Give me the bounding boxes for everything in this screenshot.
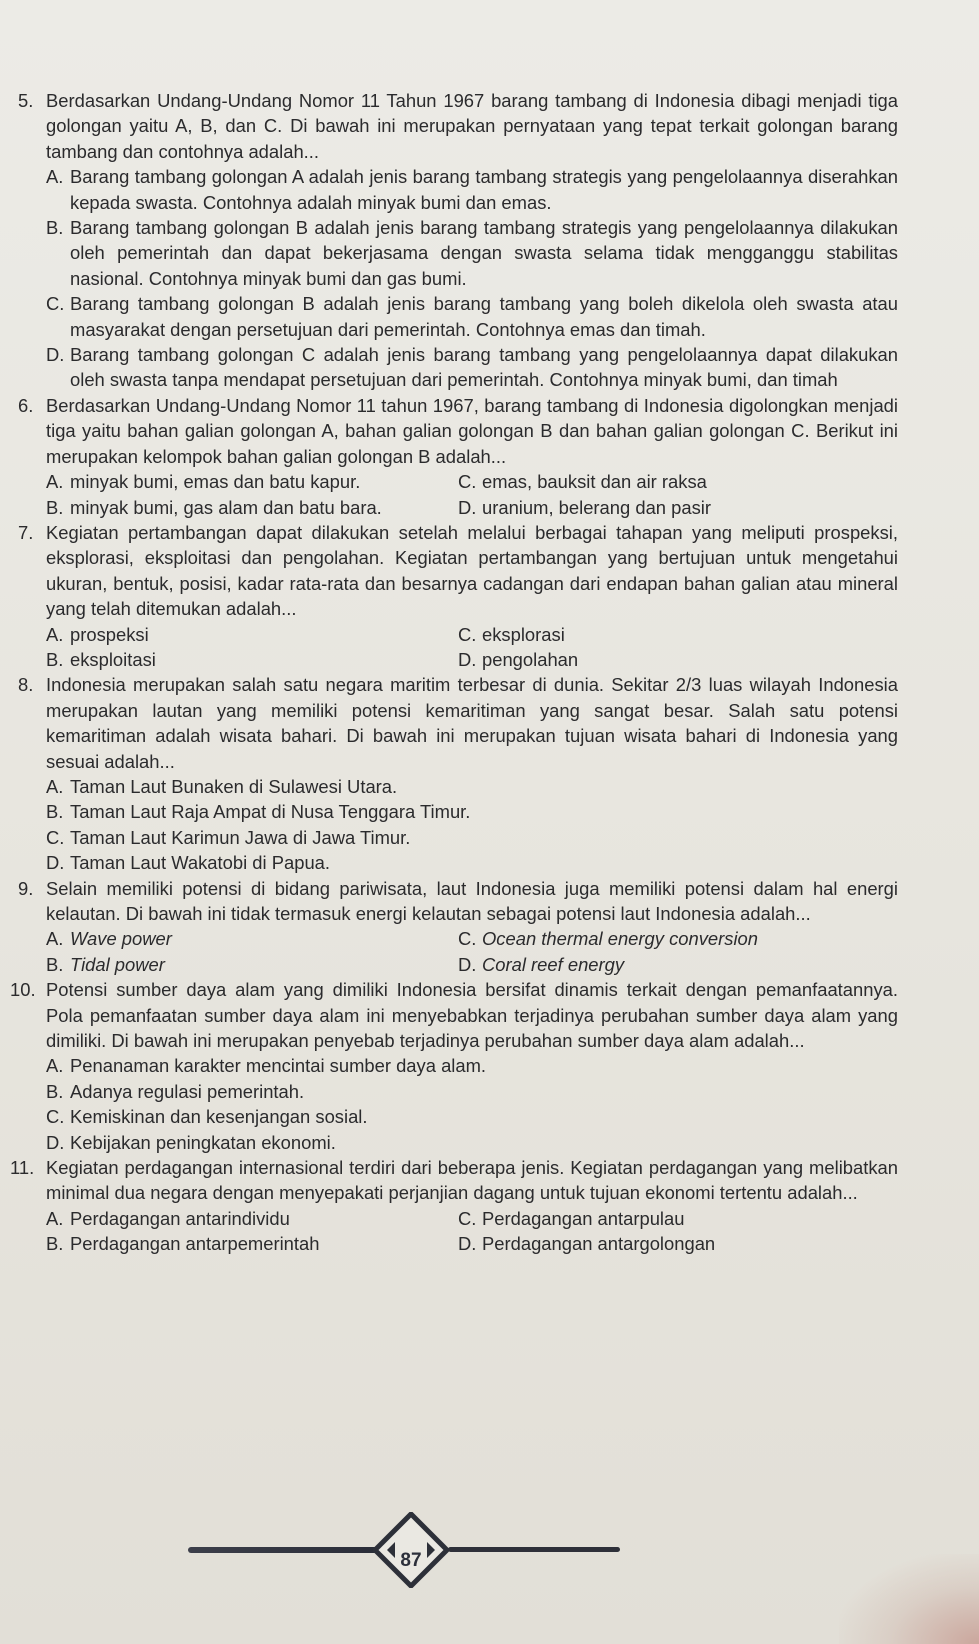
- option-b: [46, 952, 458, 977]
- question-number: 7.: [18, 521, 34, 543]
- option-letter: C.: [46, 826, 65, 848]
- footer-line-right: [448, 1547, 620, 1552]
- option-letter: B.: [46, 953, 64, 975]
- option-letter: D.: [46, 852, 65, 874]
- option-letter: C.: [46, 293, 65, 315]
- question-10: [10, 977, 898, 1155]
- option-b: [46, 799, 898, 824]
- question-7: [18, 520, 898, 672]
- option-letter: A.: [46, 1055, 64, 1077]
- option-c: [46, 1104, 898, 1129]
- option-a: [46, 164, 898, 215]
- question-text: Berdasarkan Undang-Undang Nomor 11 tahun 1967, barang tambang di Indonesia digolongkan menjadi tiga yaitu bahan galian golongan A, bahan galian golongan B dan bahan galian golongan C. Berikut ini merupakan kelompok bahan galian golongan B adalah...: [46, 394, 898, 467]
- option-text: Kebijakan peningkatan ekonomi.: [70, 1131, 336, 1153]
- option-a: [46, 1053, 898, 1078]
- option-letter: B.: [46, 648, 64, 670]
- option-text: eksplorasi: [482, 623, 565, 645]
- option-a: [46, 469, 458, 494]
- page-number-badge: [373, 1512, 449, 1588]
- option-letter: A.: [46, 166, 64, 188]
- option-text: eksploitasi: [70, 648, 156, 670]
- option-text: Taman Laut Karimun Jawa di Jawa Timur.: [70, 826, 411, 848]
- question-8: [18, 672, 898, 875]
- option-text: Kemiskinan dan kesenjangan sosial.: [70, 1106, 368, 1128]
- option-d: [46, 342, 898, 393]
- option-b: [46, 215, 898, 291]
- question-6: [18, 393, 898, 520]
- option-text: pengolahan: [482, 648, 579, 670]
- option-text: Taman Laut Wakatobi di Papua.: [70, 852, 331, 874]
- question-11: [10, 1155, 898, 1257]
- question-number: 11.: [10, 1157, 35, 1179]
- option-d: [46, 850, 898, 875]
- option-letter: A.: [46, 471, 64, 493]
- option-d: [458, 952, 898, 977]
- question-number: 10.: [10, 979, 36, 1001]
- option-d: [46, 1130, 898, 1155]
- option-c: [46, 291, 898, 342]
- option-text: Perdagangan antarpulau: [482, 1207, 685, 1229]
- option-text: Taman Laut Bunaken di Sulawesi Utara.: [70, 775, 398, 797]
- option-text: Perdagangan antarindividu: [70, 1207, 290, 1229]
- question-text: Kegiatan pertambangan dapat dilakukan setelah melalui berbagai tahapan yang meliputi prospeksi, eksplorasi, eksploitasi dan pengolahan. Kegiatan pertambangan yang bertujuan untuk mengetahui ukuran, bentuk, posisi, kadar rata-rata dan besarnya cadangan dari endapan bahan galian atau mineral yang telah ditemukan adalah...: [46, 521, 898, 620]
- question-number: 9.: [18, 877, 34, 899]
- options-grid: [46, 622, 898, 673]
- question-number: 8.: [18, 674, 34, 696]
- option-text: Barang tambang golongan A adalah jenis barang tambang strategis yang pengelolaannya diserahkan kepada swasta. Contohnya adalah minyak bumi dan emas.: [70, 166, 898, 213]
- option-text: uranium, belerang dan pasir: [482, 496, 712, 518]
- option-text: Adanya regulasi pemerintah.: [70, 1080, 305, 1102]
- option-text: minyak bumi, emas dan batu kapur.: [70, 471, 361, 493]
- option-letter: C.: [46, 1106, 65, 1128]
- option-letter: D.: [458, 1233, 477, 1255]
- question-text: Berdasarkan Undang-Undang Nomor 11 Tahun 1967 barang tambang di Indonesia dibagi menjadi tiga golongan yaitu A, B, dan C. Di bawah ini merupakan pernyataan yang tepat terkait golongan barang tambang dan contohnya adalah...: [46, 90, 898, 162]
- footer-line-left: [188, 1547, 378, 1553]
- question-list: [10, 88, 898, 1257]
- option-letter: C.: [458, 1207, 477, 1229]
- option-a: [46, 774, 898, 799]
- page-footer: [180, 1500, 640, 1610]
- option-letter: D.: [46, 1131, 65, 1153]
- option-letter: A.: [46, 623, 64, 645]
- option-letter: D.: [458, 648, 477, 670]
- question-9: [18, 876, 898, 978]
- option-c: [458, 926, 898, 951]
- option-d: [458, 495, 898, 520]
- option-letter: B.: [46, 1233, 64, 1255]
- option-c: [46, 825, 898, 850]
- option-text: emas, bauksit dan air raksa: [482, 471, 707, 493]
- option-a: [46, 622, 458, 647]
- option-letter: D.: [458, 953, 477, 975]
- question-text: Selain memiliki potensi di bidang pariwisata, laut Indonesia juga memiliki potensi dalam hal energi kelautan. Di bawah ini tidak termasuk energi kelautan sebagai potensi laut Indonesia adalah...: [46, 877, 898, 924]
- option-text: Wave power: [70, 928, 172, 950]
- option-letter: D.: [46, 344, 65, 366]
- option-text: Coral reef energy: [482, 953, 625, 975]
- options-grid: [46, 1206, 898, 1257]
- option-d: [458, 647, 898, 672]
- option-b: [46, 1231, 458, 1256]
- option-b: [46, 647, 458, 672]
- option-letter: C.: [458, 928, 477, 950]
- option-letter: B.: [46, 801, 64, 823]
- option-a: [46, 926, 458, 951]
- page-number: 87: [400, 1550, 422, 1571]
- option-c: [458, 622, 898, 647]
- option-text: Barang tambang golongan B adalah jenis barang tambang strategis yang pengelolaannya dilakukan oleh pemerintah dan dapat bekerjasama dengan swasta selama tidak mengganggu stabilitas nasional. Contohnya minyak bumi dan gas bumi.: [70, 217, 898, 289]
- option-b: [46, 1079, 898, 1104]
- option-text: Perdagangan antarpemerintah: [70, 1233, 320, 1255]
- option-letter: B.: [46, 1080, 64, 1102]
- option-text: prospeksi: [70, 623, 149, 645]
- option-d: [458, 1231, 898, 1256]
- option-text: Tidal power: [70, 953, 165, 975]
- option-text: Barang tambang golongan B adalah jenis barang tambang yang boleh dikelola oleh swasta atau masyarakat dengan persetujuan dari pemerintah. Contohnya emas dan timah.: [70, 293, 898, 340]
- options-grid: [46, 469, 898, 520]
- option-letter: D.: [458, 496, 477, 518]
- option-c: [458, 1206, 898, 1231]
- question-text: Kegiatan perdagangan internasional terdiri dari beberapa jenis. Kegiatan perdagangan yang melibatkan minimal dua negara dengan menyepakati perjanjian dagang untuk tujuan ekonomi tertentu adalah...: [46, 1157, 898, 1204]
- option-letter: C.: [458, 471, 477, 493]
- option-letter: A.: [46, 1207, 64, 1229]
- question-text: Potensi sumber daya alam yang dimiliki Indonesia bersifat dinamis terkait dengan pemanfaatannya. Pola pemanfaatan sumber daya alam ini menyebabkan terjadinya perubahan sumber daya alam yang dimiliki. Di bawah ini merupakan penyebab terjadinya perubahan sumber daya alam adalah...: [46, 979, 898, 1052]
- option-text: Ocean thermal energy conversion: [482, 928, 759, 950]
- option-text: Perdagangan antargolongan: [482, 1233, 716, 1255]
- option-text: minyak bumi, gas alam dan batu bara.: [70, 496, 382, 518]
- option-letter: C.: [458, 623, 477, 645]
- finger-shadow: [839, 1554, 979, 1644]
- question-text: Indonesia merupakan salah satu negara maritim terbesar di dunia. Sekitar 2/3 luas wilayah Indonesia merupakan lautan yang memiliki potensi kemaritiman yang sangat besar. Salah satu potensi kemaritiman adalah wisata bahari. Di bawah ini merupakan tujuan wisata bahari di Indonesia yang sesuai adalah...: [46, 674, 898, 772]
- options-grid: [46, 926, 898, 977]
- option-a: [46, 1206, 458, 1231]
- option-b: [46, 495, 458, 520]
- question-number: 5.: [18, 90, 34, 111]
- option-letter: A.: [46, 928, 64, 950]
- option-letter: B.: [46, 217, 64, 239]
- option-text: Barang tambang golongan C adalah jenis barang tambang yang pengelolaannya dapat dilakukan oleh swasta tanpa mendapat persetujuan dari pemerintah. Contohnya minyak bumi, dan timah: [70, 344, 898, 391]
- question-5: [18, 88, 898, 393]
- option-c: [458, 469, 898, 494]
- question-number: 6.: [18, 394, 34, 416]
- option-text: Taman Laut Raja Ampat di Nusa Tenggara Timur.: [70, 801, 471, 823]
- option-letter: B.: [46, 496, 64, 518]
- option-text: Penanaman karakter mencintai sumber daya alam.: [70, 1055, 487, 1077]
- option-letter: A.: [46, 775, 64, 797]
